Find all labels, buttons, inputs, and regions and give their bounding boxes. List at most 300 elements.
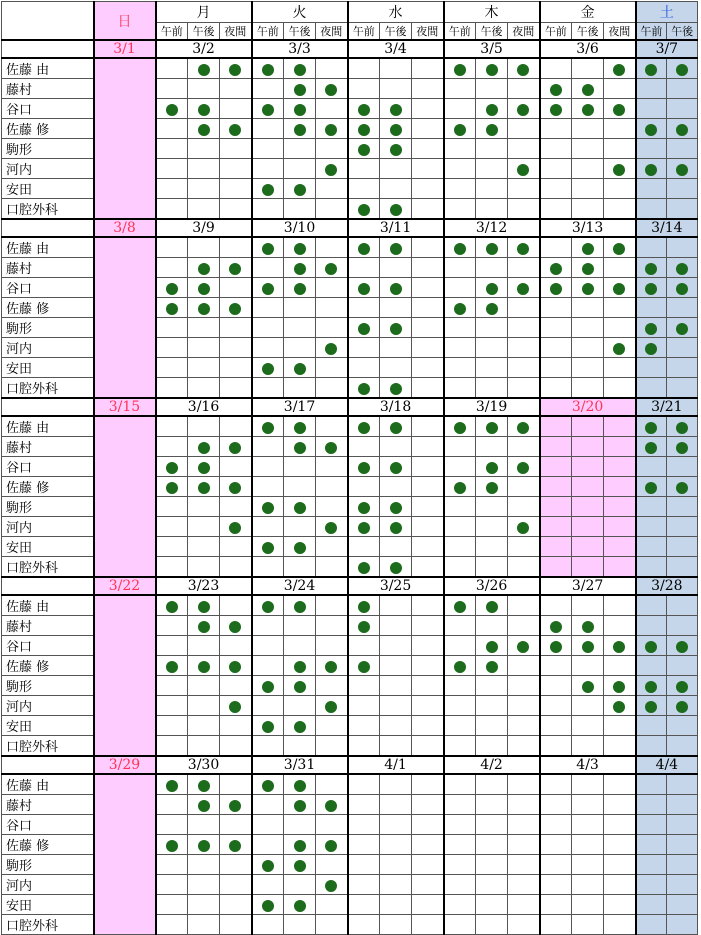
schedule-cell — [508, 237, 540, 258]
available-dot-icon — [198, 621, 210, 633]
schedule-cell — [540, 696, 572, 716]
schedule-cell — [476, 736, 508, 757]
schedule-cell — [316, 298, 348, 318]
schedule-cell — [156, 437, 188, 457]
available-dot-icon — [358, 323, 370, 335]
available-dot-icon — [550, 84, 562, 96]
schedule-cell — [636, 278, 667, 298]
schedule-cell — [572, 416, 604, 437]
schedule-cell — [508, 676, 540, 696]
doctor-name: 藤村 — [2, 258, 94, 278]
schedule-cell — [508, 199, 540, 220]
schedule-cell — [380, 915, 412, 935]
schedule-cell — [156, 79, 188, 99]
available-dot-icon — [613, 243, 625, 255]
schedule-cell — [412, 616, 444, 636]
schedule-cell — [380, 855, 412, 875]
schedule-cell — [252, 696, 284, 716]
day-header-row — [2, 2, 698, 23]
schedule-cell — [188, 199, 220, 220]
schedule-cell — [444, 237, 476, 258]
schedule-cell — [572, 736, 604, 757]
schedule-cell — [156, 676, 188, 696]
schedule-cell — [220, 537, 252, 557]
doctor-name: 佐藤 修 — [2, 119, 94, 139]
schedule-cell — [572, 298, 604, 318]
schedule-cell — [156, 159, 188, 179]
schedule-cell — [540, 616, 572, 636]
schedule-cell — [604, 795, 636, 815]
schedule-cell — [284, 338, 316, 358]
schedule-cell — [604, 915, 636, 935]
doctor-name: 藤村 — [2, 795, 94, 815]
date-cell: 3/9 — [156, 219, 252, 237]
schedule-cell — [412, 636, 444, 656]
available-dot-icon — [198, 64, 210, 76]
doctor-row — [2, 595, 698, 616]
schedule-cell — [284, 795, 316, 815]
available-dot-icon — [229, 701, 241, 713]
available-dot-icon — [262, 104, 274, 116]
schedule-cell — [284, 457, 316, 477]
schedule-cell — [444, 457, 476, 477]
schedule-cell — [540, 517, 572, 537]
schedule-cell — [188, 774, 220, 795]
schedule-cell — [220, 358, 252, 378]
schedule-cell — [156, 616, 188, 636]
available-dot-icon — [294, 601, 306, 613]
schedule-cell — [284, 318, 316, 338]
doctor-name: 佐藤 由 — [2, 237, 94, 258]
doctor-name: 安田 — [2, 537, 94, 557]
schedule-cell — [220, 477, 252, 497]
available-dot-icon — [613, 64, 625, 76]
schedule-cell — [636, 815, 667, 835]
schedule-cell — [188, 736, 220, 757]
schedule-cell — [348, 855, 380, 875]
date-row-name-cell — [2, 398, 94, 416]
schedule-cell — [348, 616, 380, 636]
schedule-cell — [220, 278, 252, 298]
schedule-cell — [220, 517, 252, 537]
schedule-cell — [348, 774, 380, 795]
schedule-cell — [604, 58, 636, 79]
doctor-name: 駒形 — [2, 497, 94, 517]
date-row — [2, 40, 698, 58]
slot-header: 午前 — [156, 23, 188, 41]
schedule-cell — [444, 199, 476, 220]
schedule-cell — [188, 696, 220, 716]
available-dot-icon — [262, 422, 274, 434]
schedule-cell — [572, 537, 604, 557]
schedule-cell — [572, 557, 604, 578]
schedule-cell — [252, 437, 284, 457]
schedule-cell — [636, 835, 667, 855]
schedule-cell — [156, 378, 188, 399]
schedule-cell — [604, 774, 636, 795]
schedule-cell — [476, 358, 508, 378]
available-dot-icon — [358, 462, 370, 474]
day-header-5: 金 — [540, 2, 636, 23]
schedule-cell — [380, 199, 412, 220]
schedule-cell — [380, 795, 412, 815]
schedule-cell — [540, 358, 572, 378]
schedule-cell — [604, 855, 636, 875]
schedule-cell — [476, 477, 508, 497]
schedule-cell — [348, 358, 380, 378]
schedule-cell — [156, 636, 188, 656]
schedule-cell — [380, 119, 412, 139]
available-dot-icon — [517, 522, 529, 534]
schedule-cell — [220, 99, 252, 119]
schedule-cell — [316, 139, 348, 159]
schedule-cell — [348, 736, 380, 757]
schedule-cell — [412, 358, 444, 378]
schedule-cell — [252, 795, 284, 815]
schedule-cell — [348, 99, 380, 119]
schedule-cell — [667, 895, 698, 915]
schedule-cell — [540, 835, 572, 855]
available-dot-icon — [325, 880, 337, 892]
available-dot-icon — [390, 323, 402, 335]
schedule-cell — [412, 915, 444, 935]
schedule-cell — [636, 557, 667, 578]
schedule-cell — [380, 696, 412, 716]
schedule-cell — [636, 237, 667, 258]
schedule-cell — [156, 58, 188, 79]
schedule-cell — [604, 595, 636, 616]
available-dot-icon — [262, 184, 274, 196]
schedule-cell — [604, 338, 636, 358]
schedule-cell — [284, 915, 316, 935]
available-dot-icon — [198, 840, 210, 852]
available-dot-icon — [229, 840, 241, 852]
schedule-cell — [444, 557, 476, 578]
schedule-cell — [604, 835, 636, 855]
schedule-cell — [572, 179, 604, 199]
schedule-cell — [604, 199, 636, 220]
available-dot-icon — [229, 522, 241, 534]
schedule-cell — [508, 595, 540, 616]
schedule-cell — [252, 716, 284, 736]
schedule-cell — [667, 616, 698, 636]
schedule-cell — [476, 237, 508, 258]
schedule-cell — [444, 895, 476, 915]
available-dot-icon — [454, 482, 466, 494]
schedule-cell — [572, 378, 604, 399]
schedule-cell — [636, 338, 667, 358]
schedule-cell — [636, 139, 667, 159]
schedule-cell — [156, 557, 188, 578]
schedule-cell — [412, 696, 444, 716]
schedule-cell — [316, 517, 348, 537]
available-dot-icon — [358, 124, 370, 136]
schedule-cell — [316, 595, 348, 616]
available-dot-icon — [294, 542, 306, 554]
schedule-cell — [540, 79, 572, 99]
schedule-cell — [380, 179, 412, 199]
schedule-cell — [188, 139, 220, 159]
schedule-cell — [667, 119, 698, 139]
available-dot-icon — [550, 263, 562, 275]
schedule-cell — [284, 716, 316, 736]
date-cell: 3/20 — [540, 398, 636, 416]
schedule-cell — [316, 557, 348, 578]
schedule-cell — [444, 656, 476, 676]
doctor-row — [2, 237, 698, 258]
schedule-cell — [380, 457, 412, 477]
schedule-cell — [572, 437, 604, 457]
schedule-cell — [380, 835, 412, 855]
schedule-cell — [508, 358, 540, 378]
available-dot-icon — [517, 462, 529, 474]
available-dot-icon — [262, 721, 274, 733]
schedule-cell — [476, 298, 508, 318]
date-cell: 4/4 — [636, 756, 698, 774]
schedule-cell — [284, 815, 316, 835]
date-row-name-cell — [2, 40, 94, 58]
schedule-cell — [252, 895, 284, 915]
schedule-cell — [156, 477, 188, 497]
available-dot-icon — [390, 462, 402, 474]
schedule-cell — [188, 517, 220, 537]
schedule-cell — [444, 58, 476, 79]
schedule-cell — [667, 557, 698, 578]
schedule-cell — [252, 159, 284, 179]
available-dot-icon — [582, 104, 594, 116]
schedule-cell — [604, 497, 636, 517]
schedule-cell — [380, 676, 412, 696]
schedule-cell — [636, 517, 667, 537]
available-dot-icon — [294, 721, 306, 733]
schedule-cell — [508, 795, 540, 815]
schedule-cell — [508, 99, 540, 119]
available-dot-icon — [676, 263, 688, 275]
schedule-cell — [156, 915, 188, 935]
available-dot-icon — [645, 482, 657, 494]
schedule-cell — [508, 736, 540, 757]
schedule-cell — [572, 774, 604, 795]
available-dot-icon — [166, 840, 178, 852]
available-dot-icon — [262, 900, 274, 912]
available-dot-icon — [390, 562, 402, 574]
doctor-name: 駒形 — [2, 676, 94, 696]
schedule-cell — [412, 139, 444, 159]
schedule-cell — [380, 99, 412, 119]
schedule-cell — [316, 278, 348, 298]
available-dot-icon — [325, 343, 337, 355]
schedule-cell — [604, 716, 636, 736]
schedule-cell — [156, 99, 188, 119]
schedule-cell — [284, 298, 316, 318]
corner-cell — [2, 2, 94, 41]
schedule-cell — [476, 636, 508, 656]
available-dot-icon — [676, 641, 688, 653]
schedule-cell — [220, 736, 252, 757]
schedule-cell — [348, 58, 380, 79]
date-row-name-cell — [2, 219, 94, 237]
slot-header: 夜間 — [316, 23, 348, 41]
available-dot-icon — [198, 263, 210, 275]
schedule-cell — [412, 497, 444, 517]
available-dot-icon — [262, 681, 274, 693]
schedule-cell — [284, 636, 316, 656]
schedule-cell — [540, 636, 572, 656]
schedule-cell — [636, 696, 667, 716]
doctor-name: 谷口 — [2, 278, 94, 298]
schedule-cell — [508, 716, 540, 736]
available-dot-icon — [229, 64, 241, 76]
schedule-cell — [348, 298, 380, 318]
schedule-cell — [412, 676, 444, 696]
available-dot-icon — [645, 343, 657, 355]
schedule-cell — [667, 278, 698, 298]
schedule-cell — [444, 358, 476, 378]
schedule-cell — [156, 119, 188, 139]
schedule-cell — [380, 416, 412, 437]
schedule-cell — [572, 696, 604, 716]
schedule-cell — [348, 318, 380, 338]
slot-header: 午前 — [252, 23, 284, 41]
schedule-cell — [540, 159, 572, 179]
schedule-cell — [444, 416, 476, 437]
schedule-cell — [252, 79, 284, 99]
schedule-cell — [604, 517, 636, 537]
available-dot-icon — [262, 64, 274, 76]
schedule-cell — [540, 58, 572, 79]
schedule-cell — [316, 636, 348, 656]
schedule-cell — [252, 58, 284, 79]
available-dot-icon — [486, 243, 498, 255]
available-dot-icon — [294, 442, 306, 454]
available-dot-icon — [676, 422, 688, 434]
slot-header: 夜間 — [412, 23, 444, 41]
available-dot-icon — [645, 164, 657, 176]
schedule-cell — [412, 795, 444, 815]
schedule-cell — [380, 358, 412, 378]
schedule-cell — [284, 159, 316, 179]
schedule-cell — [667, 318, 698, 338]
available-dot-icon — [454, 422, 466, 434]
schedule-cell — [667, 139, 698, 159]
available-dot-icon — [676, 701, 688, 713]
available-dot-icon — [645, 64, 657, 76]
schedule-cell — [188, 358, 220, 378]
schedule-cell — [252, 616, 284, 636]
date-cell: 3/15 — [94, 398, 156, 416]
schedule-cell — [156, 318, 188, 338]
schedule-cell — [540, 278, 572, 298]
schedule-cell — [667, 835, 698, 855]
schedule-cell — [284, 517, 316, 537]
date-row-name-cell — [2, 577, 94, 595]
schedule-cell — [667, 716, 698, 736]
schedule-cell — [316, 258, 348, 278]
schedule-cell — [220, 378, 252, 399]
schedule-cell — [220, 139, 252, 159]
available-dot-icon — [486, 422, 498, 434]
available-dot-icon — [390, 283, 402, 295]
available-dot-icon — [358, 283, 370, 295]
schedule-cell — [604, 557, 636, 578]
available-dot-icon — [613, 104, 625, 116]
schedule-cell — [667, 159, 698, 179]
schedule-cell — [540, 179, 572, 199]
schedule-cell — [667, 237, 698, 258]
slot-header: 夜間 — [220, 23, 252, 41]
available-dot-icon — [325, 84, 337, 96]
schedule-cell — [540, 895, 572, 915]
sunday-column — [94, 58, 156, 219]
schedule-cell — [220, 457, 252, 477]
date-cell: 3/30 — [156, 756, 252, 774]
schedule-cell — [380, 537, 412, 557]
schedule-cell — [348, 915, 380, 935]
schedule-cell — [188, 278, 220, 298]
available-dot-icon — [390, 204, 402, 216]
schedule-cell — [156, 358, 188, 378]
available-dot-icon — [390, 522, 402, 534]
available-dot-icon — [198, 124, 210, 136]
schedule-cell — [444, 736, 476, 757]
schedule-cell — [667, 636, 698, 656]
doctor-name: 駒形 — [2, 318, 94, 338]
available-dot-icon — [454, 124, 466, 136]
schedule-cell — [220, 656, 252, 676]
schedule-cell — [220, 298, 252, 318]
schedule-cell — [284, 736, 316, 757]
available-dot-icon — [229, 442, 241, 454]
schedule-cell — [348, 437, 380, 457]
schedule-cell — [508, 437, 540, 457]
schedule-cell — [316, 774, 348, 795]
available-dot-icon — [325, 522, 337, 534]
schedule-cell — [508, 517, 540, 537]
schedule-cell — [476, 318, 508, 338]
schedule-cell — [508, 79, 540, 99]
schedule-cell — [667, 774, 698, 795]
date-cell: 3/17 — [252, 398, 348, 416]
available-dot-icon — [582, 84, 594, 96]
schedule-cell — [348, 338, 380, 358]
available-dot-icon — [486, 283, 498, 295]
schedule-cell — [156, 774, 188, 795]
available-dot-icon — [325, 442, 337, 454]
schedule-cell — [188, 477, 220, 497]
schedule-cell — [540, 595, 572, 616]
schedule-cell — [316, 696, 348, 716]
schedule-cell — [220, 318, 252, 338]
available-dot-icon — [613, 701, 625, 713]
schedule-cell — [220, 199, 252, 220]
schedule-cell — [604, 437, 636, 457]
schedule-cell — [667, 855, 698, 875]
available-dot-icon — [358, 104, 370, 116]
schedule-cell — [380, 636, 412, 656]
schedule-cell — [348, 517, 380, 537]
schedule-cell — [252, 298, 284, 318]
schedule-cell — [476, 437, 508, 457]
available-dot-icon — [613, 343, 625, 355]
available-dot-icon — [550, 621, 562, 633]
date-row — [2, 756, 698, 774]
schedule-cell — [348, 595, 380, 616]
schedule-cell — [188, 676, 220, 696]
schedule-cell — [508, 416, 540, 437]
schedule-cell — [572, 258, 604, 278]
available-dot-icon — [198, 104, 210, 116]
schedule-cell — [444, 278, 476, 298]
